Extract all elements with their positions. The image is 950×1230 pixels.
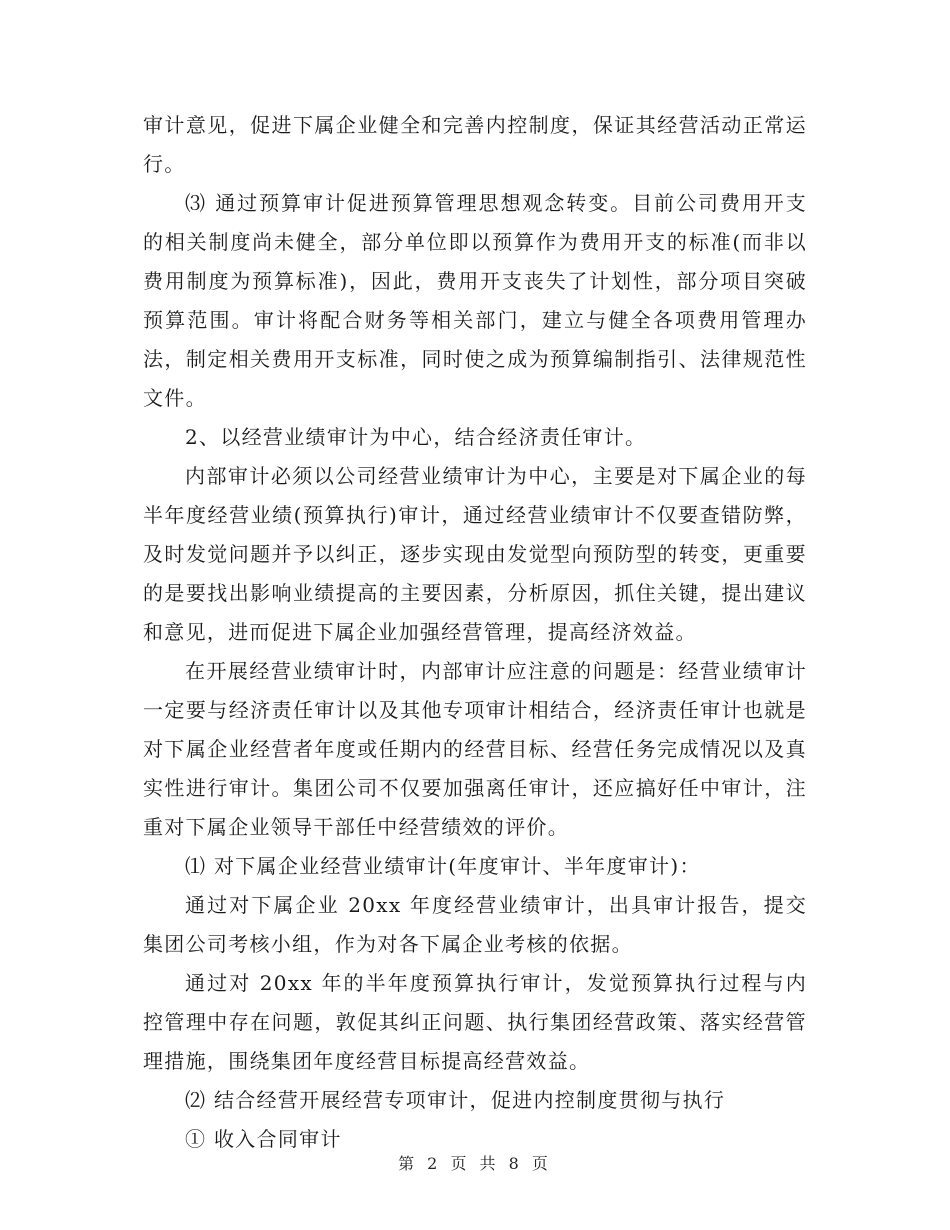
paragraph-6: 通过对 20xx 年的半年度预算执行审计，发觉预算执行过程与内控管理中存在问题，敦促其纠正问题、执行集团经营政策、落实经营管理措施，围绕集团年度经营目标提高经营效益。 xyxy=(143,971,807,1073)
document-body xyxy=(143,106,807,1159)
sub-heading-1: ⑴ 对下属企业经营业绩审计(年度审计、半年度审计)： xyxy=(185,854,701,878)
paragraph-2: ⑶ 通过预算审计促进预算管理思想观念转变。目前公司费用开支的相关制度尚未健全，部分单位即以预算作为费用开支的标准(而非以费用制度为预算标准)，因此，费用开支丧失了计划性，部分项目突破预算范围。审计将配合财务等相关部门，建立与健全各项费用管理办法，制定相关费用开支标准，同时使之成为预算编制指引、法律规范性文件。 xyxy=(143,191,807,410)
page-footer: 第 2 页 共 8 页 xyxy=(398,1154,552,1173)
paragraph-5: 通过对下属企业 20xx 年度经营业绩审计，出具审计报告，提交集团公司考核小组，作为对各下属企业考核的依据。 xyxy=(143,893,807,956)
sub-heading-2: ⑵ 结合经营开展经营专项审计，促进内控制度贯彻与执行 xyxy=(185,1088,726,1112)
paragraph-1: 审计意见，促进下属企业健全和完善内控制度，保证其经营活动正常运行。 xyxy=(143,113,807,176)
paragraph-4: 在开展经营业绩审计时，内部审计应注意的问题是：经营业绩审计一定要与经济责任审计以及其他专项审计相结合，经济责任审计也就是对下属企业经营者年度或任期内的经营目标、经营任务完成情况以及真实性进行审计。集团公司不仅要加强离任审计，还应搞好任中审计，注重对下属企业领导干部任中经营绩效的评价。 xyxy=(143,659,807,839)
paragraph-3: 内部审计必须以公司经营业绩审计为中心，主要是对下属企业的每半年度经营业绩(预算执行)审计，通过经营业绩审计不仅要查错防弊，及时发觉问题并予以纠正，逐步实现由发觉型向预防型的转变，更重要的是要找出影响业绩提高的主要因素，分析原因，抓住关键，提出建议和意见，进而促进下属企业加强经营管理，提高经济效益。 xyxy=(143,464,807,644)
list-item-1: ① 收入合同审计 xyxy=(185,1127,342,1151)
section-heading-2: 2、以经营业绩审计为中心，结合经济责任审计。 xyxy=(185,425,647,449)
